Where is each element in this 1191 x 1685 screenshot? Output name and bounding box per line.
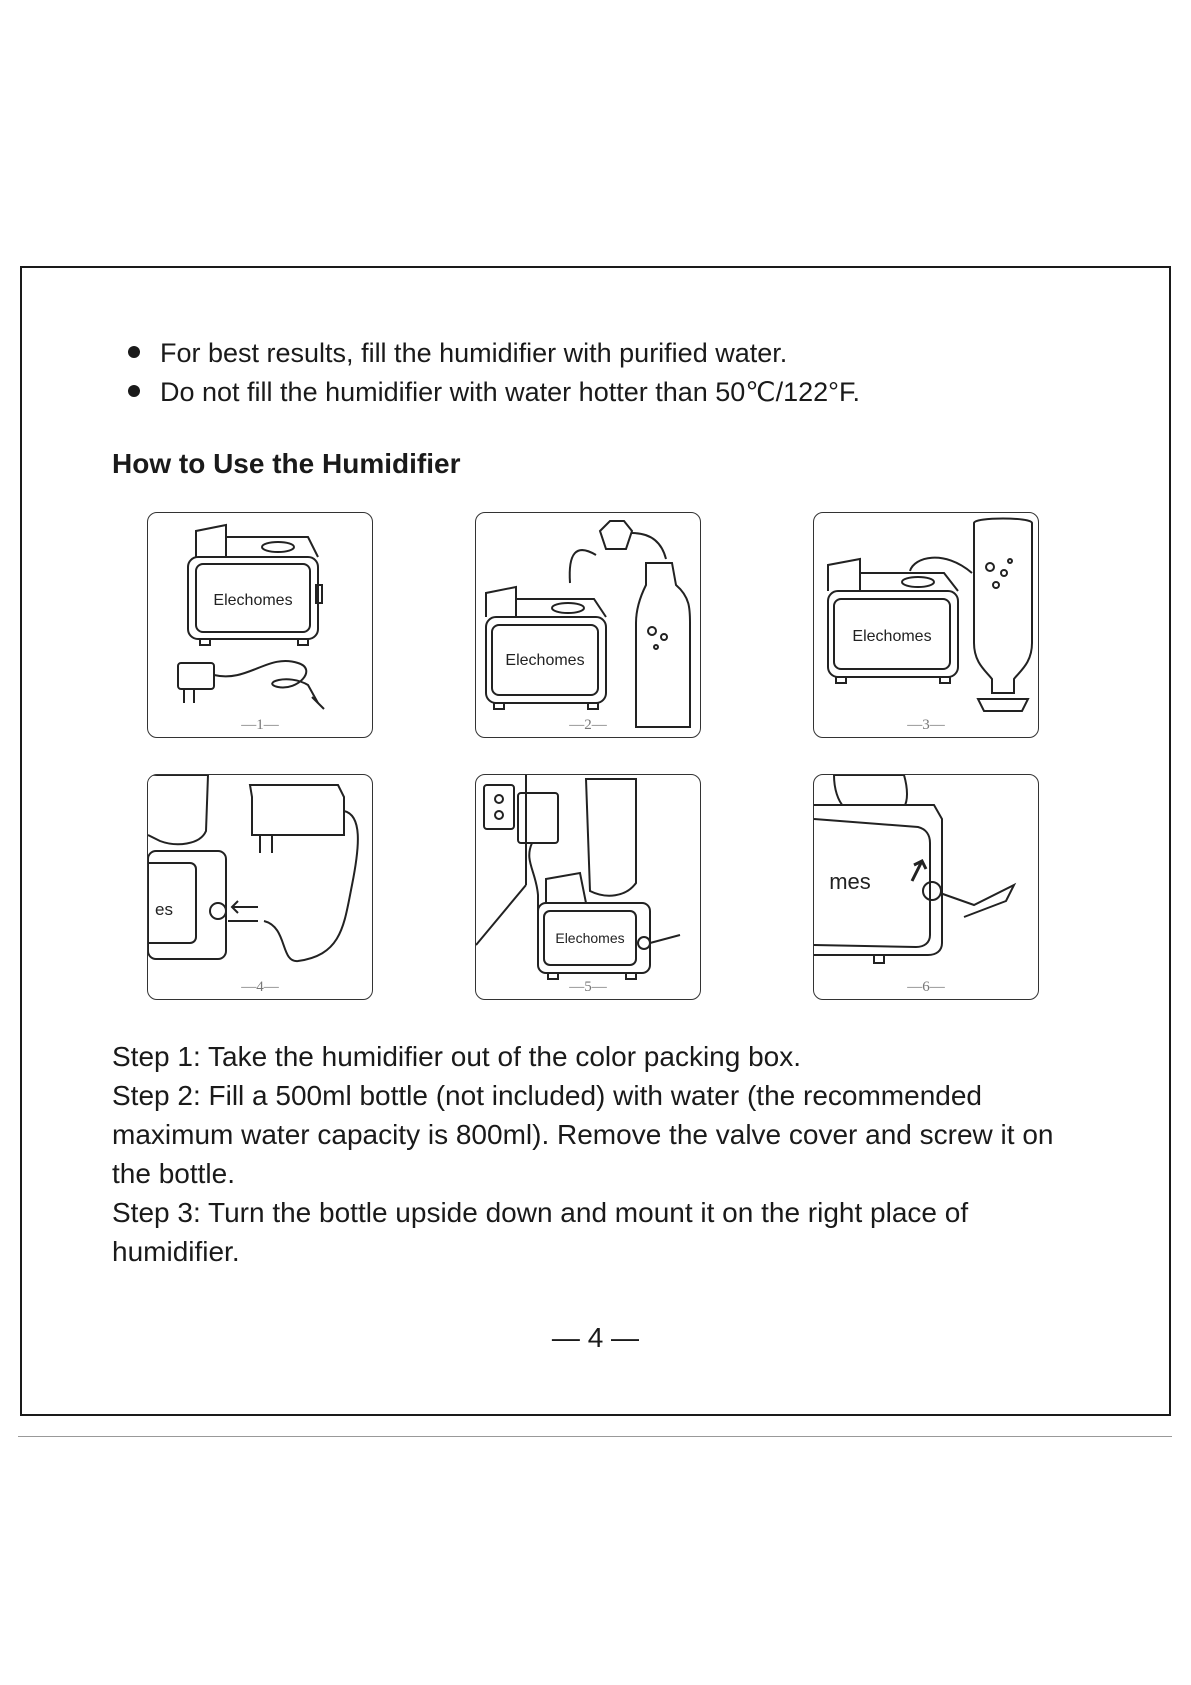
humidifier-unit-icon xyxy=(148,513,373,738)
step-2: Step 2: Fill a 500ml bottle (not included) with water (the recommended maximum water capacity is 800ml). Remove the valve cover and screw it on the bottle. xyxy=(112,1080,1054,1189)
note-item: Do not fill the humidifier with water hotter than 50℃/122°F. xyxy=(128,373,860,412)
figure-number: —3— xyxy=(907,717,945,733)
svg-text:Elechomes: Elechomes xyxy=(555,930,625,946)
figure-2 xyxy=(475,512,701,738)
page-number: — 4 — xyxy=(551,1322,640,1353)
note-item: For best results, fill the humidifier with purified water. xyxy=(128,334,860,373)
wall-outlet-icon xyxy=(476,775,701,1000)
figure-1 xyxy=(147,512,373,738)
svg-text:es: es xyxy=(155,900,173,919)
figure-number: —2— xyxy=(569,717,607,733)
divider xyxy=(18,1436,1172,1437)
figure-6 xyxy=(813,774,1039,1000)
figure-number: —4— xyxy=(241,979,279,995)
fill-bottle-icon xyxy=(476,513,701,738)
figure-number: —1— xyxy=(241,717,279,733)
svg-text:mes: mes xyxy=(829,869,871,894)
svg-text:Elechomes: Elechomes xyxy=(852,628,932,645)
bullet-icon xyxy=(128,346,140,358)
figure-4 xyxy=(147,774,373,1000)
svg-text:Elechomes: Elechomes xyxy=(505,652,585,669)
step-1: Step 1: Take the humidifier out of the color packing box. xyxy=(112,1041,802,1072)
svg-text:Elechomes: Elechomes xyxy=(213,592,293,609)
notes-list xyxy=(128,334,860,412)
figure-5 xyxy=(475,774,701,1000)
instructions xyxy=(112,1037,1092,1271)
figure-number: —5— xyxy=(569,979,607,995)
figure-3 xyxy=(813,512,1039,738)
bullet-icon xyxy=(128,385,140,397)
mount-bottle-icon xyxy=(814,513,1039,738)
plug-cable-icon xyxy=(148,775,373,1000)
figure-number: —6— xyxy=(907,979,945,995)
step-3: Step 3: Turn the bottle upside down and mount it on the right place of humidifier. xyxy=(112,1197,969,1267)
section-heading: How to Use the Humidifier xyxy=(112,448,461,479)
power-knob-icon xyxy=(814,775,1039,1000)
